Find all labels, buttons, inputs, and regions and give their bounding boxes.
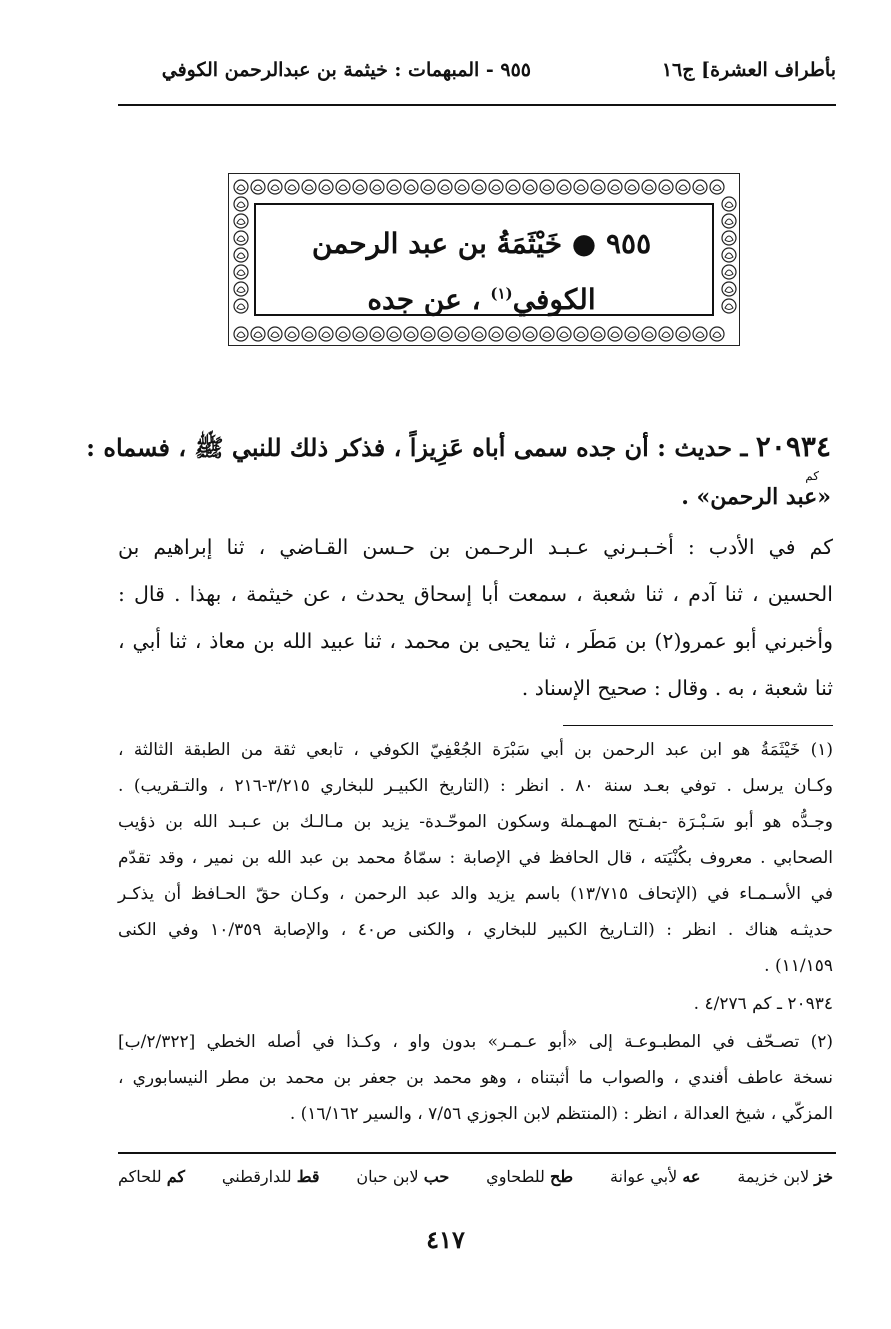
- isnad-line: وأخبرني أبو عمرو(٢) بن مَطَر ، ثنا يحيى بن محمد ، ثنا عبيد الله بن معاذ ، ثنا أبي ،: [118, 629, 833, 653]
- ornament-motif: [234, 327, 248, 341]
- ornament-motif: [302, 327, 316, 341]
- ornament-motif: [722, 299, 736, 313]
- footnote-line: ١١/١٥٩) .: [764, 956, 833, 976]
- footnote-line: (٢) تصـحّف في المطبـوعـة إلى «أبو عـمـر» بدون واو ، وكـذا في أصله الخطي [٢/٣٢٢/ب]: [118, 1032, 833, 1052]
- footnote-line: (١) خَيْثَمَةُ هو ابن عبد الرحمن بن أبي سَبْرَة الجُعْفِيّ الكوفي ، تابعي ثقة من الطبقة الثالثة ،: [118, 740, 833, 760]
- header-volume: بأطراف العشرة] ج١٦: [661, 59, 836, 81]
- ornament-motif: [234, 231, 248, 245]
- ornament-motif: [404, 180, 418, 194]
- ornament-motif: [234, 248, 248, 262]
- abbreviation-legend: [118, 1167, 833, 1186]
- title-frame: [228, 173, 740, 346]
- ornament-motif: [472, 327, 486, 341]
- ornament-motif: [387, 180, 401, 194]
- ornament-motif: [268, 180, 282, 194]
- hadith-text: ـ حديث : أن جده سمى أباه عَزِيزاً ، فذكر ذلك للنبي ﷺ ، فسماه :: [86, 433, 756, 462]
- ornament-motif: [625, 180, 639, 194]
- ornament-motif: [540, 180, 554, 194]
- footnote-line: حديثـه هناك . انظر : (التـاريخ الكبير للبخاري ، والكنى ص٤٠ ، والإصابة ١٠/٣٥٩ وفي الكنى: [118, 920, 833, 940]
- ornament-motif: [659, 327, 673, 341]
- ornament-motif: [506, 180, 520, 194]
- ornament-motif: [336, 180, 350, 194]
- ornament-motif: [722, 248, 736, 262]
- ornament-motif: [234, 214, 248, 228]
- isnad-line: ثنا شعبة ، به . وقال : صحيح الإسناد .: [521, 676, 833, 700]
- ornament-motif: [455, 327, 469, 341]
- ornament-motif: [506, 327, 520, 341]
- ornament-motif: [608, 327, 622, 341]
- abbr-item: خز لابن خزيمة: [737, 1167, 833, 1186]
- header-rule: [118, 104, 836, 106]
- ornament-motif: [523, 180, 537, 194]
- ornament-motif: [421, 327, 435, 341]
- footnote-marker-1: (١): [490, 284, 513, 303]
- ornament-motif: [472, 180, 486, 194]
- ornament-motif: [370, 327, 384, 341]
- ornament-motif: [285, 180, 299, 194]
- ornament-motif: [574, 180, 588, 194]
- ornament-motif: [251, 327, 265, 341]
- title-inner-box: [254, 203, 714, 316]
- ornament-motif: [591, 327, 605, 341]
- ornament-motif: [574, 327, 588, 341]
- ornament-motif: [285, 327, 299, 341]
- ornament-motif: [540, 327, 554, 341]
- isnad-line: كم في الأدب : أخـبـرني عـبـد الرحـمن بن حـسن القـاضي ، ثنا إبراهيم بن: [118, 535, 833, 559]
- ornament-motif: [625, 327, 639, 341]
- abbr-item: كم للحاكم: [118, 1167, 186, 1186]
- ornament-motif: [421, 180, 435, 194]
- isnad-line: الحسين ، ثنا آدم ، ثنا شعبة ، سمعت أبا إسحاق يحدث ، عن خيثمة ، بهذا . قال :: [118, 582, 833, 606]
- ornament-motif: [557, 327, 571, 341]
- ornament-motif: [642, 327, 656, 341]
- footnote-line: نسخة عاطف أفندي ، والصواب ما أثبتناه ، وهو محمد بن جعفر بن محمد بن مطر النيسابوري ،: [118, 1068, 834, 1088]
- ornament-motif: [319, 180, 333, 194]
- footnote-line: وجـدُّه هو أبو سَـبْـرَة -بفـتح المهـملة وسكون الموحّـدة- يزيد بن مـالـك بن عـبـد الله بن ذؤيب: [118, 812, 833, 832]
- ornament-motif: [234, 180, 248, 194]
- ornament-motif: [710, 180, 724, 194]
- ornament-motif: [659, 180, 673, 194]
- abbreviation-rule: [118, 1152, 836, 1154]
- ornament-motif: [591, 180, 605, 194]
- header-chapter: ٩٥٥ - المبهمات : خيثمة بن عبدالرحمن الكوفي: [161, 59, 531, 81]
- ornament-motif: [234, 265, 248, 279]
- ornament-motif: [722, 231, 736, 245]
- ornament-motif: [693, 180, 707, 194]
- hadith-text-cont: «عبد الرحمن» .: [681, 484, 831, 510]
- ornament-motif: [438, 180, 452, 194]
- ornament-motif: [722, 214, 736, 228]
- ornament-motif: [336, 327, 350, 341]
- ornament-motif: [319, 327, 333, 341]
- running-header: [118, 55, 836, 95]
- ornament-motif: [268, 327, 282, 341]
- ornament-motif: [722, 265, 736, 279]
- footnote-line: في الأسـمـاء في (الإتحاف ١٣/٧١٥) باسم يزيد والد عبد الرحمن ، وكـان حقّ الحـافظ أن يذكـر: [118, 884, 833, 904]
- ornament-motif: [642, 180, 656, 194]
- abbr-item: طح للطحاوي: [486, 1167, 574, 1186]
- ornament-motif: [676, 327, 690, 341]
- ornament-motif: [302, 180, 316, 194]
- ornament-motif: [489, 180, 503, 194]
- title-line-1: ٩٥٥ ● خَيْثَمَةُ بن عبد الرحمن: [311, 227, 652, 260]
- page-number: ٤١٧: [426, 1225, 465, 1254]
- abbr-item: حب لابن حبان: [356, 1167, 450, 1186]
- ornament-motif: [370, 180, 384, 194]
- footnote-line: ٢٠٩٣٤ ـ كم ٤/٢٧٦ .: [693, 994, 833, 1014]
- hadith-heading: [86, 428, 831, 467]
- ornament-motif: [608, 180, 622, 194]
- footnote-separator: [563, 725, 833, 726]
- ornament-motif: [251, 180, 265, 194]
- ornament-motif: [693, 327, 707, 341]
- abbr-item: عه لأبي عوانة: [609, 1167, 701, 1186]
- hadith-number: ٢٠٩٣٤: [755, 430, 831, 463]
- ornament-motif: [676, 180, 690, 194]
- title-nisba: الكوفي: [512, 283, 596, 316]
- title-line-2: [276, 283, 687, 316]
- ornament-motif: [234, 299, 248, 313]
- abbr-item: قط للدارقطني: [221, 1167, 320, 1186]
- ornament-motif: [353, 327, 367, 341]
- source-code: كم: [805, 469, 819, 483]
- ornament-motif: [710, 327, 724, 341]
- ornament-motif: [234, 282, 248, 296]
- ornament-motif: [722, 282, 736, 296]
- ornament-motif: [387, 327, 401, 341]
- ornament-motif: [404, 327, 418, 341]
- ornament-motif: [523, 327, 537, 341]
- ornament-motif: [557, 180, 571, 194]
- ornament-motif: [722, 197, 736, 211]
- ornament-motif: [438, 327, 452, 341]
- ornament-motif: [353, 180, 367, 194]
- ornament-motif: [455, 180, 469, 194]
- title-suffix: ، عن جده: [367, 283, 491, 316]
- footnote-line: الصحابي . معروف بكُنْيَته ، قال الحافظ في الإصابة : سمّاهُ محمد بن عبد الله بن نمير ، وقد تقدّم: [118, 848, 833, 868]
- footnote-line: وكـان يرسل . توفي بعـد سنة ٨٠ . انظر : (التاريخ الكبيـر للبخاري ٣/٢١٥-٢١٦ ، والتـقريب) .: [118, 776, 833, 796]
- footnote-line: المزكّي ، شيخ العدالة ، انظر : (المنتظم لابن الجوزي ٧/٥٦ ، والسير ١٦/١٦٢) .: [289, 1104, 833, 1124]
- ornament-motif: [234, 197, 248, 211]
- ornament-motif: [489, 327, 503, 341]
